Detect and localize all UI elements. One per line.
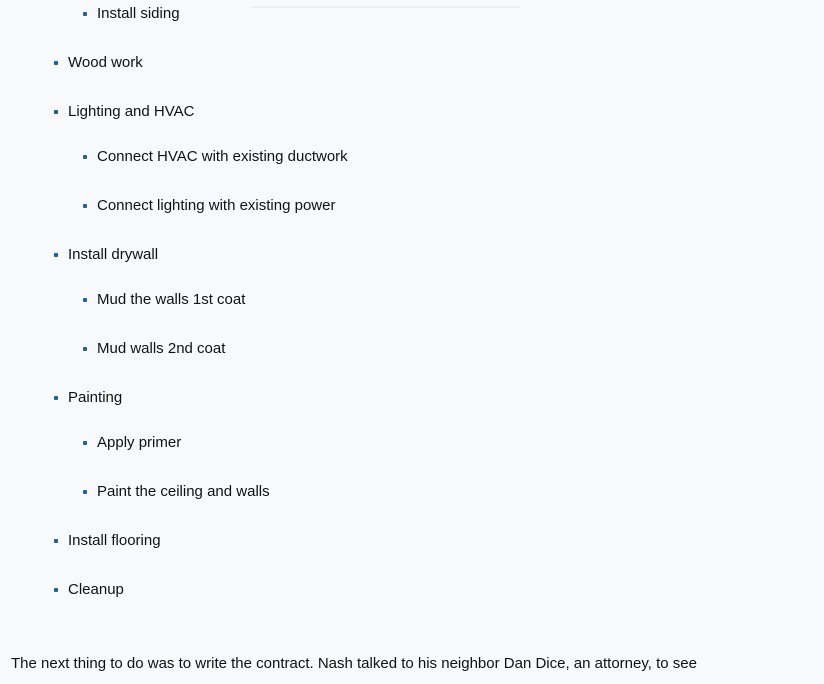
- list-item: [97, 339, 225, 359]
- list-item: [97, 482, 270, 502]
- list-item: [97, 147, 348, 167]
- list-item-label: Lighting and HVAC: [68, 103, 195, 120]
- bullet-icon: [83, 298, 87, 302]
- list-item: [97, 196, 335, 216]
- list-item: [68, 53, 143, 73]
- top-divider: [250, 6, 520, 8]
- list-item: [68, 580, 124, 600]
- list-item-label: Install siding: [97, 5, 180, 22]
- list-item: [68, 245, 158, 265]
- body-paragraph: The next thing to do was to write the contract. Nash talked to his neighbor Dan Dice, an attorney, to see: [11, 655, 697, 672]
- list-item-label: Install drywall: [68, 246, 159, 263]
- list-item-label: Connect HVAC with existing ductwork: [97, 148, 348, 165]
- list-item-label: Cleanup: [68, 581, 124, 598]
- bullet-icon: [83, 441, 87, 445]
- list-item-label: Connect lighting with existing power: [97, 197, 336, 214]
- bullet-icon: [54, 539, 58, 543]
- bullet-icon: [54, 110, 58, 114]
- bullet-icon: [83, 347, 87, 351]
- list-item-label: Paint the ceiling and walls: [97, 483, 270, 500]
- list-item: [97, 433, 181, 453]
- bullet-icon: [83, 204, 87, 208]
- list-item: [68, 531, 161, 551]
- list-item-label: Mud the walls 1st coat: [97, 291, 246, 308]
- list-item-label: Mud walls 2nd coat: [97, 340, 226, 357]
- list-item-label: Painting: [68, 389, 123, 406]
- list-item-label: Wood work: [68, 54, 143, 71]
- list-item: [97, 4, 180, 24]
- bullet-icon: [54, 61, 58, 65]
- list-item: [68, 388, 122, 408]
- bullet-icon: [83, 490, 87, 494]
- bullet-icon: [54, 253, 58, 257]
- bullet-icon: [54, 396, 58, 400]
- list-item: [68, 102, 194, 122]
- list-item-label: Install flooring: [68, 532, 161, 549]
- bullet-icon: [83, 12, 87, 16]
- bullet-icon: [54, 588, 58, 592]
- bullet-icon: [83, 155, 87, 159]
- list-item-label: Apply primer: [97, 434, 182, 451]
- list-item: [97, 290, 245, 310]
